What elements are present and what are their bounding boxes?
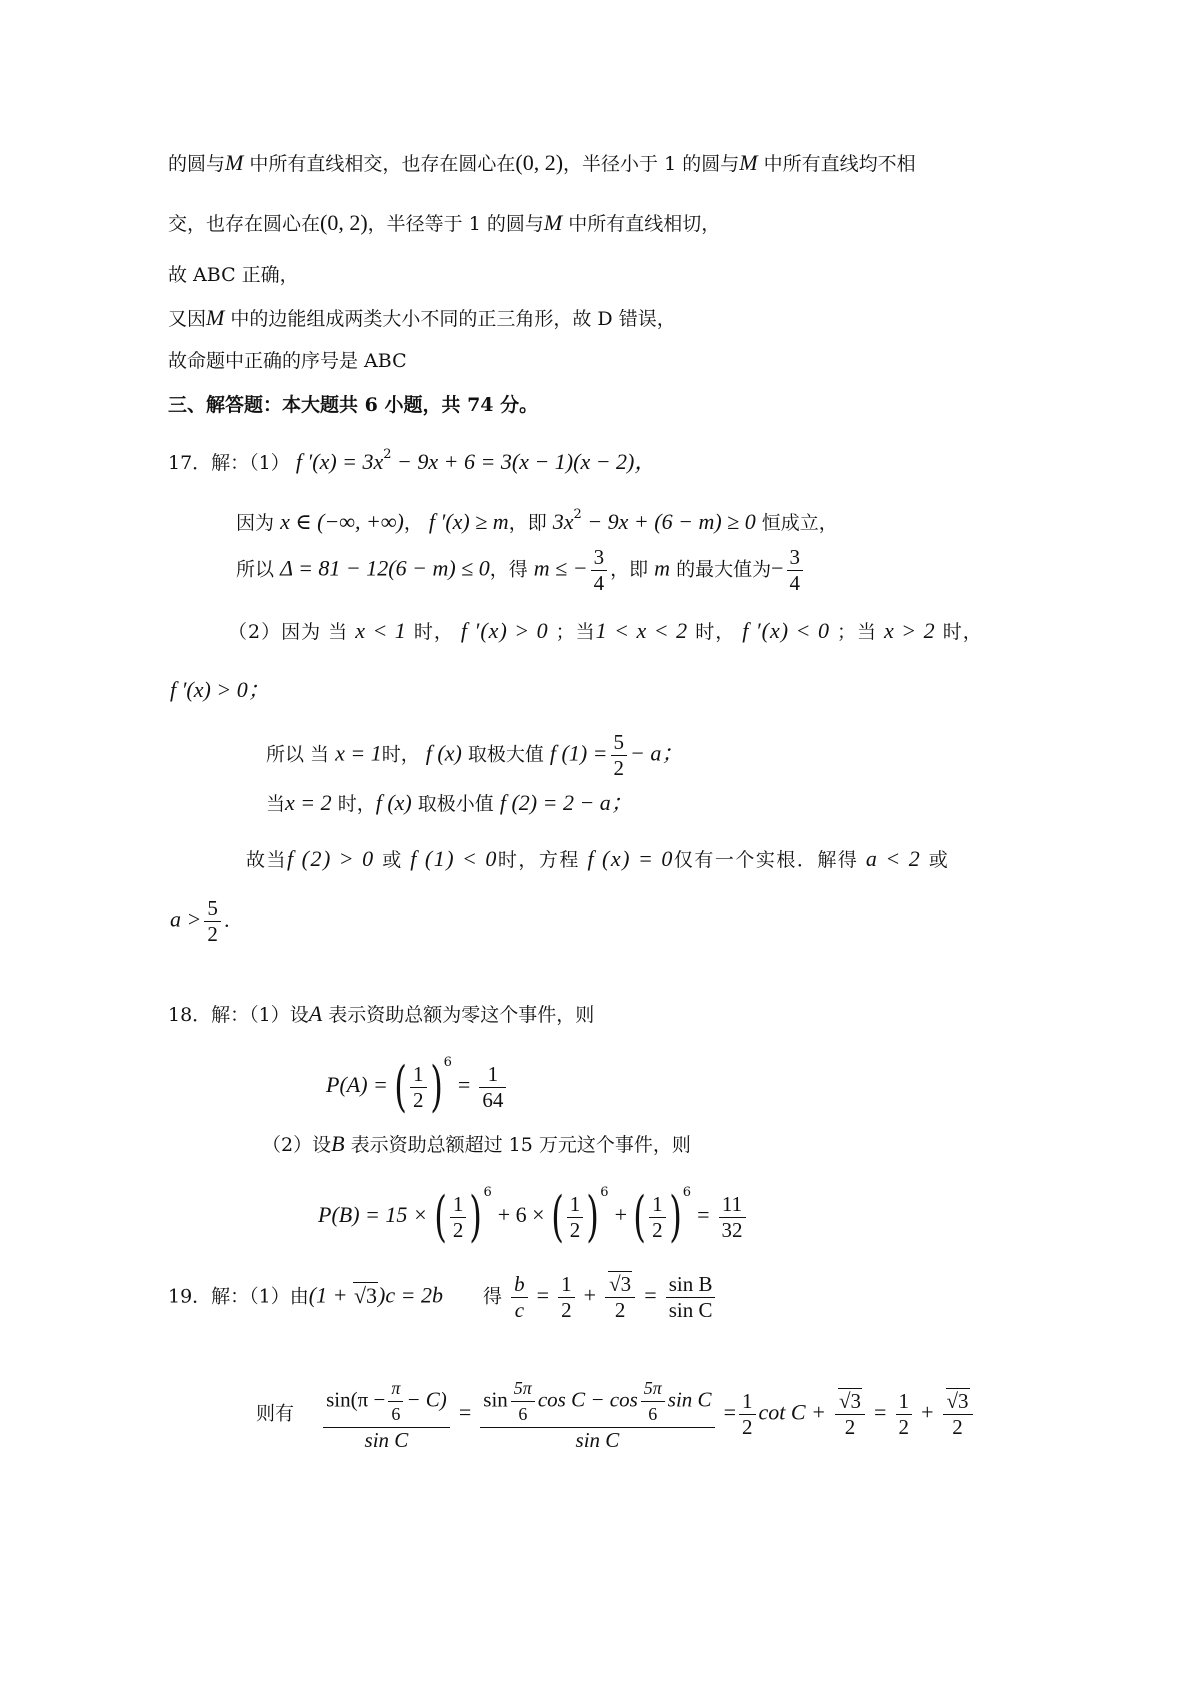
- q17-line-7: 当x = 2 时，f (x) 取极小值 f (2) = 2 − a；: [266, 790, 633, 815]
- text-line-2: 交，也存在圆心在(0, 2)，半径等于 1 的圆与M 中所有直线相切，: [168, 210, 721, 235]
- text-line-5: 故命题中正确的序号是 ABC: [168, 350, 407, 372]
- q18-line-2: （2）设B 表示资助总额超过 15 万元这个事件，则: [262, 1131, 691, 1156]
- right-paren: ): [668, 1185, 682, 1248]
- fraction-5pi-6-b: $\frac{5\pi}{6}$: [641, 1376, 665, 1427]
- fraction-3-4-b: $\frac{3}{4}$: [787, 545, 804, 596]
- right-paren: ): [469, 1185, 483, 1248]
- fraction-1-2: $\frac{1}{2}$: [896, 1389, 913, 1440]
- fraction-1-64: $\frac{1}{64}$: [479, 1062, 506, 1113]
- q18-line-1: 18．解：（1）设A 表示资助总额为零这个事件，则: [168, 1001, 595, 1026]
- fraction-1-2: $\frac{1}{2}$: [450, 1192, 467, 1243]
- q17-line-8: 故当f (2) > 0 或 f (1) < 0时，方程 f (x) = 0仅有一个实根．解得 a < 2 或: [246, 846, 950, 871]
- fraction-1-2: $\frac{1}{2}$: [649, 1192, 666, 1243]
- fraction-b-c: $\frac{b}{c}$: [511, 1272, 528, 1323]
- right-paren: ): [429, 1055, 443, 1118]
- fraction-1-2: $\frac{1}{2}$: [558, 1272, 575, 1323]
- left-paren: (: [550, 1185, 564, 1248]
- left-paren: (: [633, 1185, 646, 1248]
- q17-line-5: f ′(x) > 0；: [170, 677, 270, 702]
- q19-line-1: 19．解：（1）由(1 + √3)c = 2b 得 $\frac{b}{c}$ = $\frac{1}{2}$ + $\frac{√3}{2}$ = $\frac{\text{sin B}}{\text{sin C}}$: [168, 1272, 718, 1323]
- right-paren: ): [586, 1185, 600, 1248]
- fraction-lhs: sin(π − $\frac{\pi}{6}$ − C) sin C: [323, 1376, 450, 1453]
- fraction-sinB-sinC: $\frac{\text{sin B}}{\text{sin C}}$: [666, 1272, 716, 1323]
- q19-line-2: 则有 sin(π − $\frac{\pi}{6}$ − C) sin C = sin $\frac{5\pi}{6}$ cos C − cos $\frac{5\pi}{6}$ sin C sin C = $\frac{1}{2}$ cot C + $\frac{√3}{2}$ = $\frac{1}{2}$ + $\frac{√3}{2}$: [256, 1376, 976, 1453]
- q17-line-3: 所以 Δ = 81 − 12(6 − m) ≤ 0，得 m ≤ − $\frac{3}{4}$ ，即 m 的最大值为− $\frac{3}{4}$: [236, 545, 806, 596]
- fraction-mid: sin $\frac{5\pi}{6}$ cos C − cos $\frac{5\pi}{6}$ sin C sin C: [480, 1376, 714, 1453]
- fraction-5pi-6: $\frac{5\pi}{6}$: [511, 1376, 535, 1427]
- q18-formula-1: P(A) = ( $\frac{1}{2}$ )$^6$ = $\frac{1}{64}$: [326, 1050, 509, 1114]
- text-line-4: 又因M 中的边能组成两类大小不同的正三角形，故 D 错误，: [168, 305, 676, 330]
- text-line-1: 的圆与M 中所有直线相交，也存在圆心在(0, 2)，半径小于 1 的圆与M 中所有直线均不相: [168, 150, 916, 175]
- fraction-11-32: $\frac{11}{32}$: [719, 1192, 746, 1243]
- fraction-sqrt3-2: $\frac{√3}{2}$: [835, 1389, 865, 1440]
- section-title: 三、解答题：本大题共 6 小题，共 74 分。: [168, 394, 539, 416]
- fraction-5-2: $\frac{5}{2}$: [611, 730, 628, 781]
- fraction-sqrt3-2: $\frac{√3}{2}$: [605, 1272, 635, 1323]
- q17-line-4: （2）因为 当 x < 1 时， f ′(x) > 0 ；当1 < x < 2 时， f ′(x) < 0 ；当 x > 2 时，: [228, 618, 983, 643]
- fraction-sqrt3-2: $\frac{√3}{2}$: [943, 1389, 973, 1440]
- fraction-pi-6: $\frac{\pi}{6}$: [388, 1376, 403, 1427]
- q17-line-9: a > $\frac{5}{2}$ ．: [170, 896, 243, 946]
- left-paren: (: [394, 1055, 407, 1118]
- fraction-5-2-b: $\frac{5}{2}$: [204, 896, 221, 947]
- q17-line-6: 所以 当 x = 1时， f (x) 取极大值 f (1) = $\frac{5}{2}$ − a；: [266, 730, 684, 780]
- fraction-3-4: $\frac{3}{4}$: [591, 545, 608, 596]
- fraction-1-2: $\frac{1}{2}$: [567, 1192, 584, 1243]
- q17-line-2: 因为 x ∈ (−∞, +∞)， f ′(x) ≥ m，即 $3x^2 - 9x + (6 - m) \ge 0$ 恒成立，: [236, 507, 838, 534]
- text-line-3: 故 ABC 正确，: [168, 264, 299, 286]
- q17-line-1: 17．解：（1） f $'(x) = 3x^2 - 9x + 6 = 3(x - 1)(x - 2)$，: [168, 447, 657, 474]
- left-paren: (: [433, 1185, 447, 1248]
- fraction-1-2: $\frac{1}{2}$: [410, 1062, 427, 1113]
- fraction-1-2: $\frac{1}{2}$: [739, 1389, 756, 1440]
- q18-formula-2: P(B) = 15 × ( $\frac{1}{2}$ )$^6$ + 6 × ( $\frac{1}{2}$ )$^6$ + ( $\frac{1}{2}$ )$^6$ = $\frac{11}{32}$: [318, 1180, 749, 1244]
